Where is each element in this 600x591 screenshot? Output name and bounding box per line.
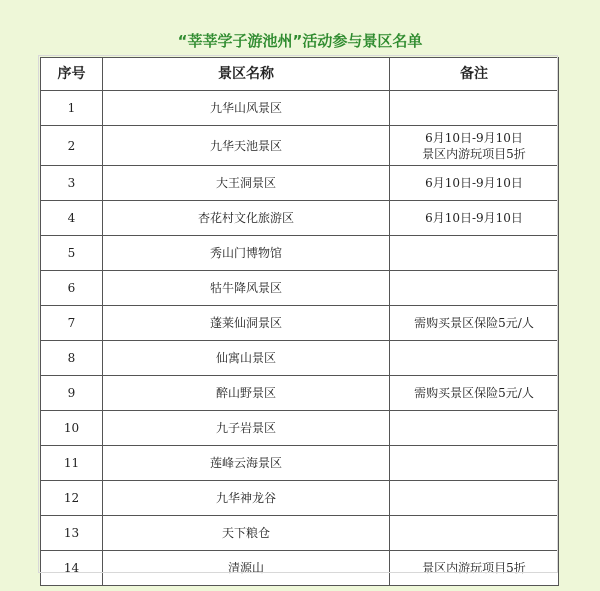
row-number: 1: [41, 91, 103, 126]
table-row: [41, 446, 559, 481]
table-row: [41, 91, 559, 126]
row-note: [390, 166, 559, 201]
table-row: [41, 516, 559, 551]
row-note: [390, 376, 559, 411]
scenic-spot-name: 仙寓山景区: [103, 341, 390, 376]
row-note: [390, 411, 559, 446]
scenic-spot-name: 杏花村文化旅游区: [103, 201, 390, 236]
table-row: [41, 201, 559, 236]
table-row: [41, 551, 559, 586]
row-number: 13: [41, 516, 103, 551]
row-number: 9: [41, 376, 103, 411]
row-number: 7: [41, 306, 103, 341]
note-line: 需购买景区保险5元/人: [414, 316, 534, 330]
note-line: 6月10日-9月10日: [425, 176, 523, 190]
note-line: 景区内游玩项目5折: [422, 146, 526, 161]
table-row: [41, 481, 559, 516]
scenic-spot-table: [40, 57, 559, 586]
row-note: [390, 551, 559, 586]
scenic-spot-name: 大王洞景区: [103, 166, 390, 201]
table-row: [41, 376, 559, 411]
note-line: 6月10日-9月10日: [425, 211, 523, 225]
row-number: 8: [41, 341, 103, 376]
table-header-row: [41, 58, 559, 91]
row-number: 6: [41, 271, 103, 306]
row-note: [390, 201, 559, 236]
scenic-spot-name: 莲峰云海景区: [103, 446, 390, 481]
scenic-spot-name: 九华山风景区: [103, 91, 390, 126]
scenic-spot-name: 醉山野景区: [103, 376, 390, 411]
scenic-spot-name: 九华神龙谷: [103, 481, 390, 516]
row-note: [390, 236, 559, 271]
row-note: [390, 446, 559, 481]
table-row: [41, 271, 559, 306]
row-note: [390, 91, 559, 126]
scenic-spot-name: 秀山门博物馆: [103, 236, 390, 271]
table-row: [41, 306, 559, 341]
row-number: 12: [41, 481, 103, 516]
scenic-spot-name: 蓬莱仙洞景区: [103, 306, 390, 341]
scenic-spot-name: 牯牛降风景区: [103, 271, 390, 306]
column-header-name: 景区名称: [103, 58, 390, 91]
row-number: 11: [41, 446, 103, 481]
scenic-spot-name: 天下粮仓: [103, 516, 390, 551]
scenic-spot-name: 九华天池景区: [103, 126, 390, 166]
row-note: [390, 306, 559, 341]
row-number: 14: [41, 551, 103, 586]
row-number: 3: [41, 166, 103, 201]
row-number: 2: [41, 126, 103, 166]
row-note: [390, 341, 559, 376]
table-row: [41, 411, 559, 446]
table-row: [41, 341, 559, 376]
table-row: [41, 166, 559, 201]
row-number: 10: [41, 411, 103, 446]
scenic-spot-name: 九子岩景区: [103, 411, 390, 446]
column-header-number: 序号: [41, 58, 103, 91]
row-number: 4: [41, 201, 103, 236]
row-note: [390, 516, 559, 551]
note-line: 6月10日-9月10日: [425, 130, 523, 145]
row-number: 5: [41, 236, 103, 271]
row-note: [390, 481, 559, 516]
table-row: [41, 236, 559, 271]
note-line: 景区内游玩项目5折: [422, 561, 526, 575]
table-row: [41, 126, 559, 166]
scenic-spot-name: 清源山: [103, 551, 390, 586]
row-note: [390, 126, 559, 166]
document-title: “莘莘学子游池州”活动参与景区名单: [177, 32, 423, 50]
row-note: [390, 271, 559, 306]
column-header-note: 备注: [390, 58, 559, 91]
note-line: 需购买景区保险5元/人: [414, 386, 534, 400]
